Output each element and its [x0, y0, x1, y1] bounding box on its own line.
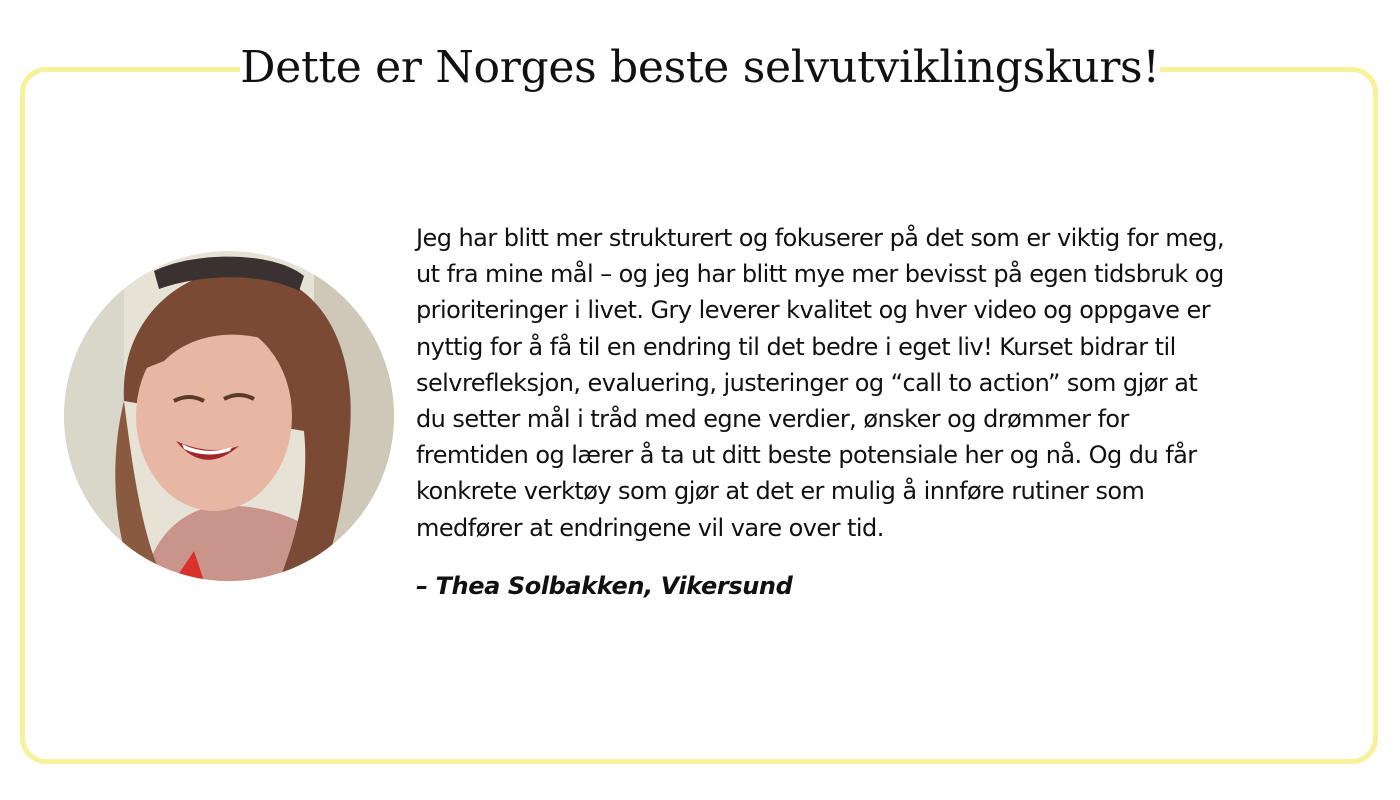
- quote-line: selvrefleksjon, evaluering, justeringer og “call to action” som gjør at: [416, 368, 1198, 397]
- quote-line: nyttig for å få til en endring til det bedre i eget liv! Kurset bidrar til: [416, 332, 1176, 361]
- quote-line: Jeg har blitt mer strukturert og fokuserer på det som er viktig for meg,: [416, 224, 1225, 252]
- quote-line: ut fra mine mål – og jeg har blitt mye mer bevisst på egen tidsbruk og: [416, 260, 1224, 289]
- page-title: Dette er Norges beste selvutviklingskurs!: [240, 38, 1160, 98]
- quote-line: medfører at endringene vil vare over tid.: [416, 513, 884, 542]
- quote-line: konkrete verktøy som gjør at det er mulig å innføre rutiner som: [416, 477, 1145, 506]
- quote-line: fremtiden og lærer å ta ut ditt beste potensiale her og nå. Og du får: [416, 441, 1197, 470]
- person-photo-icon: [64, 251, 394, 581]
- testimonial-avatar: [64, 251, 394, 581]
- quote-line: prioriteringer i livet. Gry leverer kvalitet og hver video og oppgave er: [416, 296, 1211, 325]
- testimonial-quote: [416, 220, 1376, 546]
- testimonial-author: – Thea Solbakken, Vikersund: [416, 572, 793, 600]
- quote-line: du setter mål i tråd med egne verdier, ønsker og drømmer for: [416, 405, 1129, 434]
